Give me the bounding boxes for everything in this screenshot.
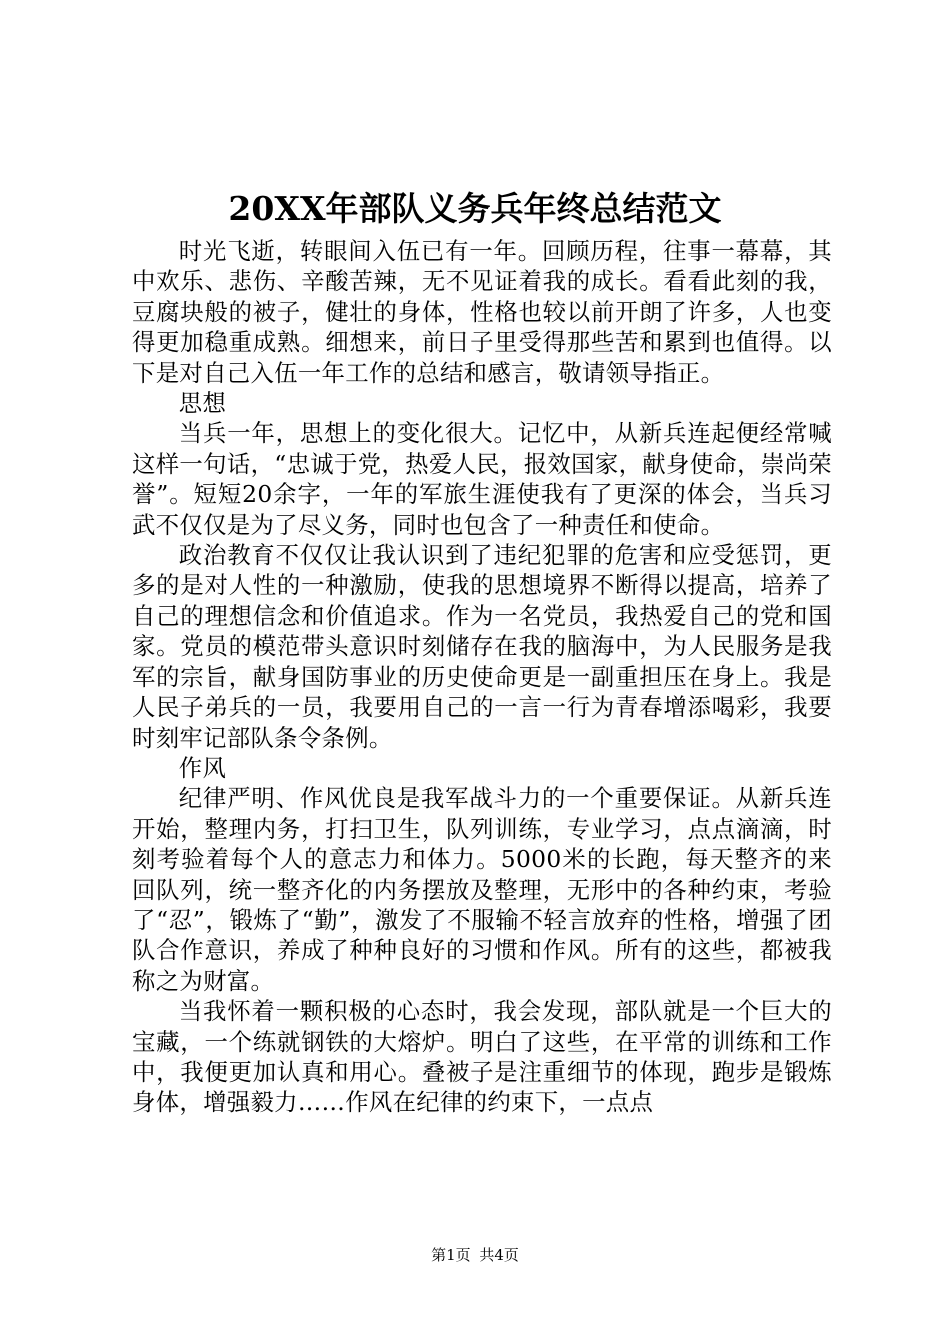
intro-paragraph: 时光飞逝，转眼间入伍已有一年。回顾历程，往事一幕幕，其中欢乐、悲伤、辛酸苦辣，无不见证着我的成长。看看此刻的我，豆腐块般的被子，健壮的身体，性格也较以前开朗了许多，人也变得更加稳重成熟。细想来，前日子里受得那些苦和累到也值得。以下是对自己入伍一年工作的总结和感言，敬请领导指正。 — [132, 237, 832, 387]
document-title: 20XX年部队义务兵年终总结范文 — [228, 189, 722, 228]
page-number: 第1页 — [431, 1246, 471, 1264]
section-heading-style: 作风 — [178, 753, 227, 782]
document-body — [132, 236, 832, 1118]
style-paragraph-2: 当我怀着一颗积极的心态时，我会发现，部队就是一个巨大的宝藏，一个练就钢铁的大熔炉。明白了这些，在平常的训练和工作中，我便更加认真和用心。叠被子是注重细节的体现，跑步是锻炼身体，增强毅力……作风在纪律的约束下，一点点 — [132, 997, 832, 1117]
page-total: 共4页 — [479, 1246, 519, 1264]
thought-paragraph-1: 当兵一年，思想上的变化很大。记忆中，从新兵连起便经常喊这样一句话，“忠诚于党，热爱人民，报效国家，献身使命，崇尚荣誉”。短短20余字，一年的军旅生涯使我有了更深的体会，当兵习武不仅仅是为了尽义务，同时也包含了一种责任和使命。 — [132, 419, 832, 539]
style-paragraph-1: 纪律严明、作风优良是我军战斗力的一个重要保证。从新兵连开始，整理内务，打扫卫生，队列训练，专业学习，点点滴滴，时刻考验着每个人的意志力和体力。5000米的长跑，每天整齐的来回队列，统一整齐化的内务摆放及整理，无形中的各种约束，考验了“忍”，锻炼了“勤”，激发了不服输不轻言放弃的性格，增强了团队合作意识，养成了种种良好的习惯和作风。所有的这些，都被我称之为财富。 — [132, 784, 832, 995]
page-footer — [0, 1244, 950, 1266]
section-heading-thought: 思想 — [178, 389, 227, 418]
thought-paragraph-2: 政治教育不仅仅让我认识到了违纪犯罪的危害和应受惩罚，更多的是对人性的一种激励，使我的思想境界不断得以提高，培养了自己的理想信念和价值追求。作为一名党员，我热爱自己的党和国家。党员的模范带头意识时刻储存在我的脑海中，为人民服务是我军的宗旨，献身国防事业的历史使命更是一副重担压在身上。我是人民子弟兵的一员，我要用自己的一言一行为青春增添喝彩，我要时刻牢记部队条令条例。 — [132, 541, 832, 752]
